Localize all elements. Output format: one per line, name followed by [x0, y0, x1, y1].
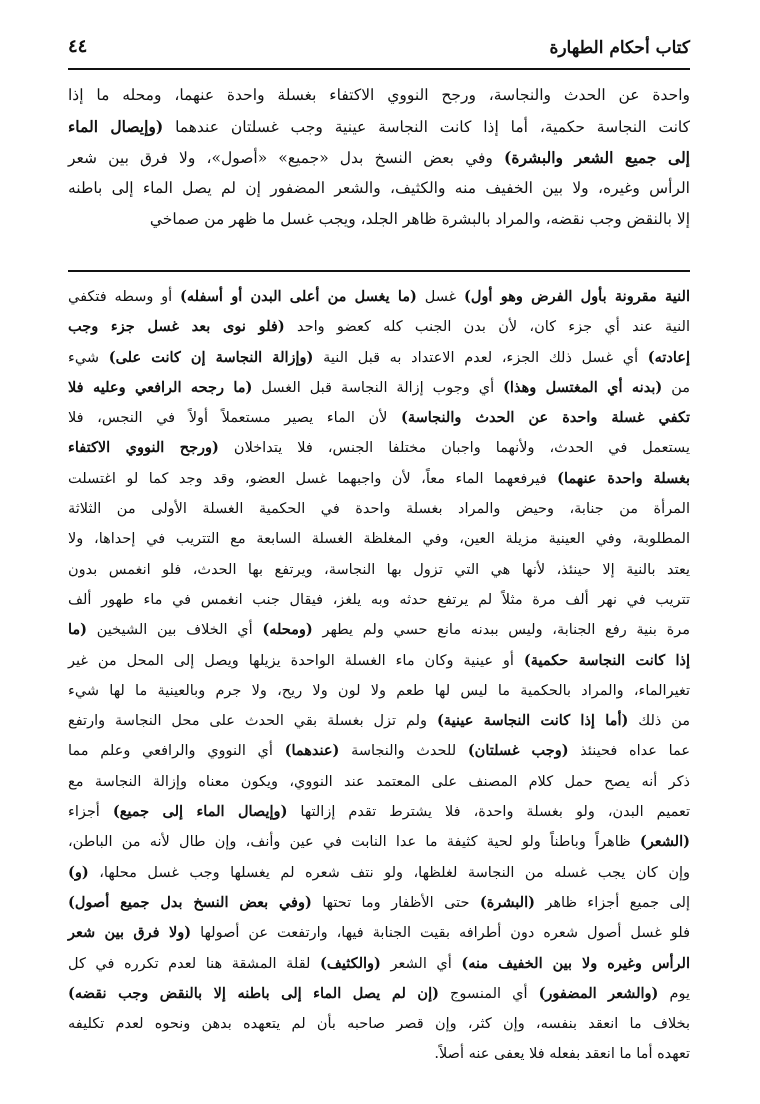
quoted-matn-text: (وإيصال الماء [68, 117, 164, 136]
text-span: كانت النجاسة حكمية، أما إذا كانت النجاسة عينية وجب غسلتان عندهما [163, 118, 691, 136]
quoted-matn-text: (وفي بعض النسخ بدل جميع أصول) [68, 893, 312, 911]
text-span: تتريب في نهر ألف مرة مثلاً لم يرتفع حدثه وبه يلغز، فيقال جنب انغمس في ماء طهور ألف [68, 591, 690, 608]
text-span: إلى جميع أجزاء ظاهر [534, 894, 690, 911]
quoted-matn-text: (ما يغسل من أعلى البدن أو أسفله) [180, 288, 417, 305]
text-span: المرأة من جنابة، وحيض والمراد بغسلة واحدة في الحكمية الغسلة الأولى من الثلاثة [68, 501, 690, 518]
text-line [68, 555, 690, 585]
text-line [68, 797, 690, 827]
text-span: أو وسطه فتكفي [68, 289, 181, 305]
commentary-text [68, 282, 690, 1070]
text-line [68, 403, 690, 433]
quoted-matn-text: (فلو نوى بعد غسل جزء وجب [68, 318, 285, 336]
text-span: ذكر أنه يصح حمل كلام المصنف على المعتمد عند النووي، ويكون معناه وإزالة النجاسة مع [68, 773, 690, 790]
quoted-matn-text: (ما رجحه الرافعي وعليه فلا [68, 378, 253, 396]
quoted-matn-text: (إن لم يصل الماء إلى باطنه إلا بالنقض وجب نقضه) [68, 984, 439, 1002]
text-span: غسل [416, 289, 465, 305]
text-span: أي غسل ذلك الجزء، لعدم الاعتداد به قبل النية [313, 349, 648, 366]
quoted-matn-text: النية مقرونة بأول الفرض وهو أول) [464, 288, 691, 305]
quoted-matn-text: إعادته) [647, 348, 690, 366]
text-line [68, 282, 690, 312]
text-span: لأن الماء يصير مستعملاً أولاً في النجس، فلا [68, 410, 401, 427]
text-line [68, 1009, 690, 1039]
header-rule [68, 68, 690, 70]
text-line [68, 494, 690, 524]
text-line [68, 173, 690, 204]
text-span: فيرفعهما الماء معاً، لأن واجبهما غسل العضو، وقد وجد كما لو اغتسلت [68, 470, 558, 487]
quoted-matn-text: (أما إذا كانت النجاسة عينية) [436, 712, 629, 730]
text-span: إلا بالنقض وجب نقضه، والمراد بالبشرة ظاهر الجلد، ويجب غسل ما ظهر من صماخي [149, 210, 690, 228]
text-line [68, 979, 690, 1009]
text-span: أي الخلاف بين الشيخين [87, 622, 263, 639]
text-span: للحدث والنجاسة [339, 743, 468, 760]
main-text [68, 80, 690, 235]
quoted-matn-text: (والشعر المضفور) [538, 984, 659, 1002]
quoted-matn-text: (ما [68, 621, 88, 639]
quoted-matn-text: (و) [68, 863, 89, 881]
text-line [68, 585, 690, 615]
text-span: مرة بنية رفع الجنابة، وليس ببدنه مانع حسي ولم يطهر [312, 622, 690, 639]
text-span: شيء [68, 349, 109, 366]
text-span: أي المنسوج [438, 985, 539, 1002]
running-title: كتاب أحكام الطهارة [549, 38, 690, 58]
text-line [68, 464, 690, 494]
quoted-matn-text: (ومحله) [262, 621, 313, 639]
text-line [68, 858, 690, 888]
text-span: يعتد بالنية إلا حينئذ، لأنها هي التي تزول بها النجاسة، ويرتفع بها الحدث، فلو انغمس بدون [68, 561, 690, 578]
text-line [68, 433, 690, 463]
quoted-matn-text: إذا كانت النجاسة حكمية) [523, 651, 691, 669]
text-span: ولم تزل بغسلة بقي الحدث على محل النجاسة وارتفع [68, 713, 437, 730]
text-line [68, 949, 690, 979]
text-span: أي وجوب إزالة النجاسة قبل الغسل [252, 379, 504, 396]
text-span: عما عداه فحينئذ [568, 743, 691, 760]
text-line [68, 888, 690, 918]
quoted-matn-text: (البشرة) [479, 893, 535, 911]
page-header [68, 38, 690, 64]
text-span: بخلاف ما انعقد بنفسه، وإن كثر، وإن قصر صاحبه بأن لم يتعهده بدهن ونحوه لعدم تكليفه [68, 1016, 690, 1033]
text-span: تعميم البدن، ولو بغسلة واحدة، فلا يشترط تقدم إزالتها [287, 804, 691, 821]
quoted-matn-text: (وإزالة النجاسة إن كانت على) [108, 348, 314, 366]
quoted-matn-text: تكفي غسلة واحدة عن الحدث والنجاسة) [400, 409, 690, 427]
text-span: تغيرالماء، والمراد بالحكمية ما ليس لها طعم ولا لون ولا ريح، ولا جرم وبالعينية ما لها شيء [68, 682, 690, 699]
text-line [68, 80, 690, 111]
text-span: يوم [658, 985, 690, 1002]
text-line [68, 918, 690, 948]
text-span: حتى الأظفار وما تحتها [311, 894, 480, 911]
text-span: الرأس وغيره، ولا بين الخفيف منه والكثيف، والشعر المضفور إن لم يصل الماء إلى باطنه [68, 179, 690, 197]
page-number: ٤٤ [68, 36, 88, 57]
text-line [68, 615, 690, 645]
text-line [68, 142, 690, 173]
text-span: أجزاء [68, 804, 113, 821]
text-line [68, 312, 690, 342]
text-line [68, 767, 690, 797]
quoted-matn-text: الرأس وغيره ولا بين الخفيف منه) [461, 954, 690, 972]
text-line [68, 373, 690, 403]
text-span: أو عينية وكان ماء الغسلة الواحدة يزيلها ويصل إلى المحل من غير [68, 652, 524, 669]
text-span: النية عند أي جزء كان، لأن بدن الجنب كله كعضو واحد [284, 319, 690, 336]
text-line [68, 827, 690, 857]
text-line [68, 204, 690, 235]
text-line [68, 646, 690, 676]
text-line [68, 111, 690, 142]
text-span: لقلة المشقة هنا لعدم تكرره في كل [68, 955, 320, 972]
text-span: من ذلك [628, 713, 691, 730]
text-line [68, 343, 690, 373]
text-span: من [662, 379, 691, 396]
commentary-divider [68, 270, 690, 272]
quoted-matn-text: (عندهما) [284, 742, 340, 760]
text-span: أي الشعر [380, 955, 462, 972]
text-span: المطلوبة، وفي العينية مزيلة العين، وفي المغلظة الغسلة السابعة مع التتريب في إحداها، ولا [68, 531, 690, 548]
quoted-matn-text: إلى جميع الشعر والبشرة) [503, 148, 690, 167]
text-span: يستعمل في الحدث، ولأنهما واجبان مختلفا الجنس، فلا يتداخلان [218, 440, 690, 457]
text-span: واحدة عن الحدث والنجاسة، ورجح النووي الاكتفاء بغسلة واحدة عنهما، ومحله ما إذا [68, 86, 690, 104]
text-line [68, 736, 690, 766]
text-span: أي النووي والرافعي وعلم مما [68, 743, 285, 760]
text-span: وفي بعض النسخ بدل «جميع» «أصول»، ولا فرق بين شعر [68, 149, 504, 167]
text-line [68, 676, 690, 706]
text-span: فلو غسل أصول شعره دون أطرافه بقيت الجنابة فيها، وارتفعت عن أصولها [191, 925, 690, 942]
quoted-matn-text: (ورجح النووي الاكتفاء [68, 439, 219, 457]
quoted-matn-text: (ولا فرق بين شعر [68, 924, 192, 942]
quoted-matn-text: (والكثيف) [319, 954, 381, 972]
quoted-matn-text: بغسلة واحدة عنهما) [557, 469, 691, 487]
quoted-matn-text: (وجب غسلتان) [467, 742, 569, 760]
text-line [68, 1039, 690, 1069]
text-span: ظاهراً وباطناً ولو لحية كثيفة ما عدا النابت في عين وأنف، وإن طال لأنه من الباطن، [68, 834, 640, 851]
text-span: وإن كان يجب غسله من النجاسة لغلظها، ولو نتف شعره لم يغسلها وجب غسل محلها، [88, 864, 690, 881]
quoted-matn-text: (وإيصال الماء إلى جميع) [112, 803, 288, 821]
text-line [68, 524, 690, 554]
quoted-matn-text: (بدنه أي المغتسل وهذا) [503, 378, 663, 396]
text-line [68, 706, 690, 736]
quoted-matn-text: (الشعر) [639, 833, 690, 851]
text-span: تعهده أما ما انعقد بفعله فلا يعفى عنه أصلاً. [434, 1046, 690, 1063]
